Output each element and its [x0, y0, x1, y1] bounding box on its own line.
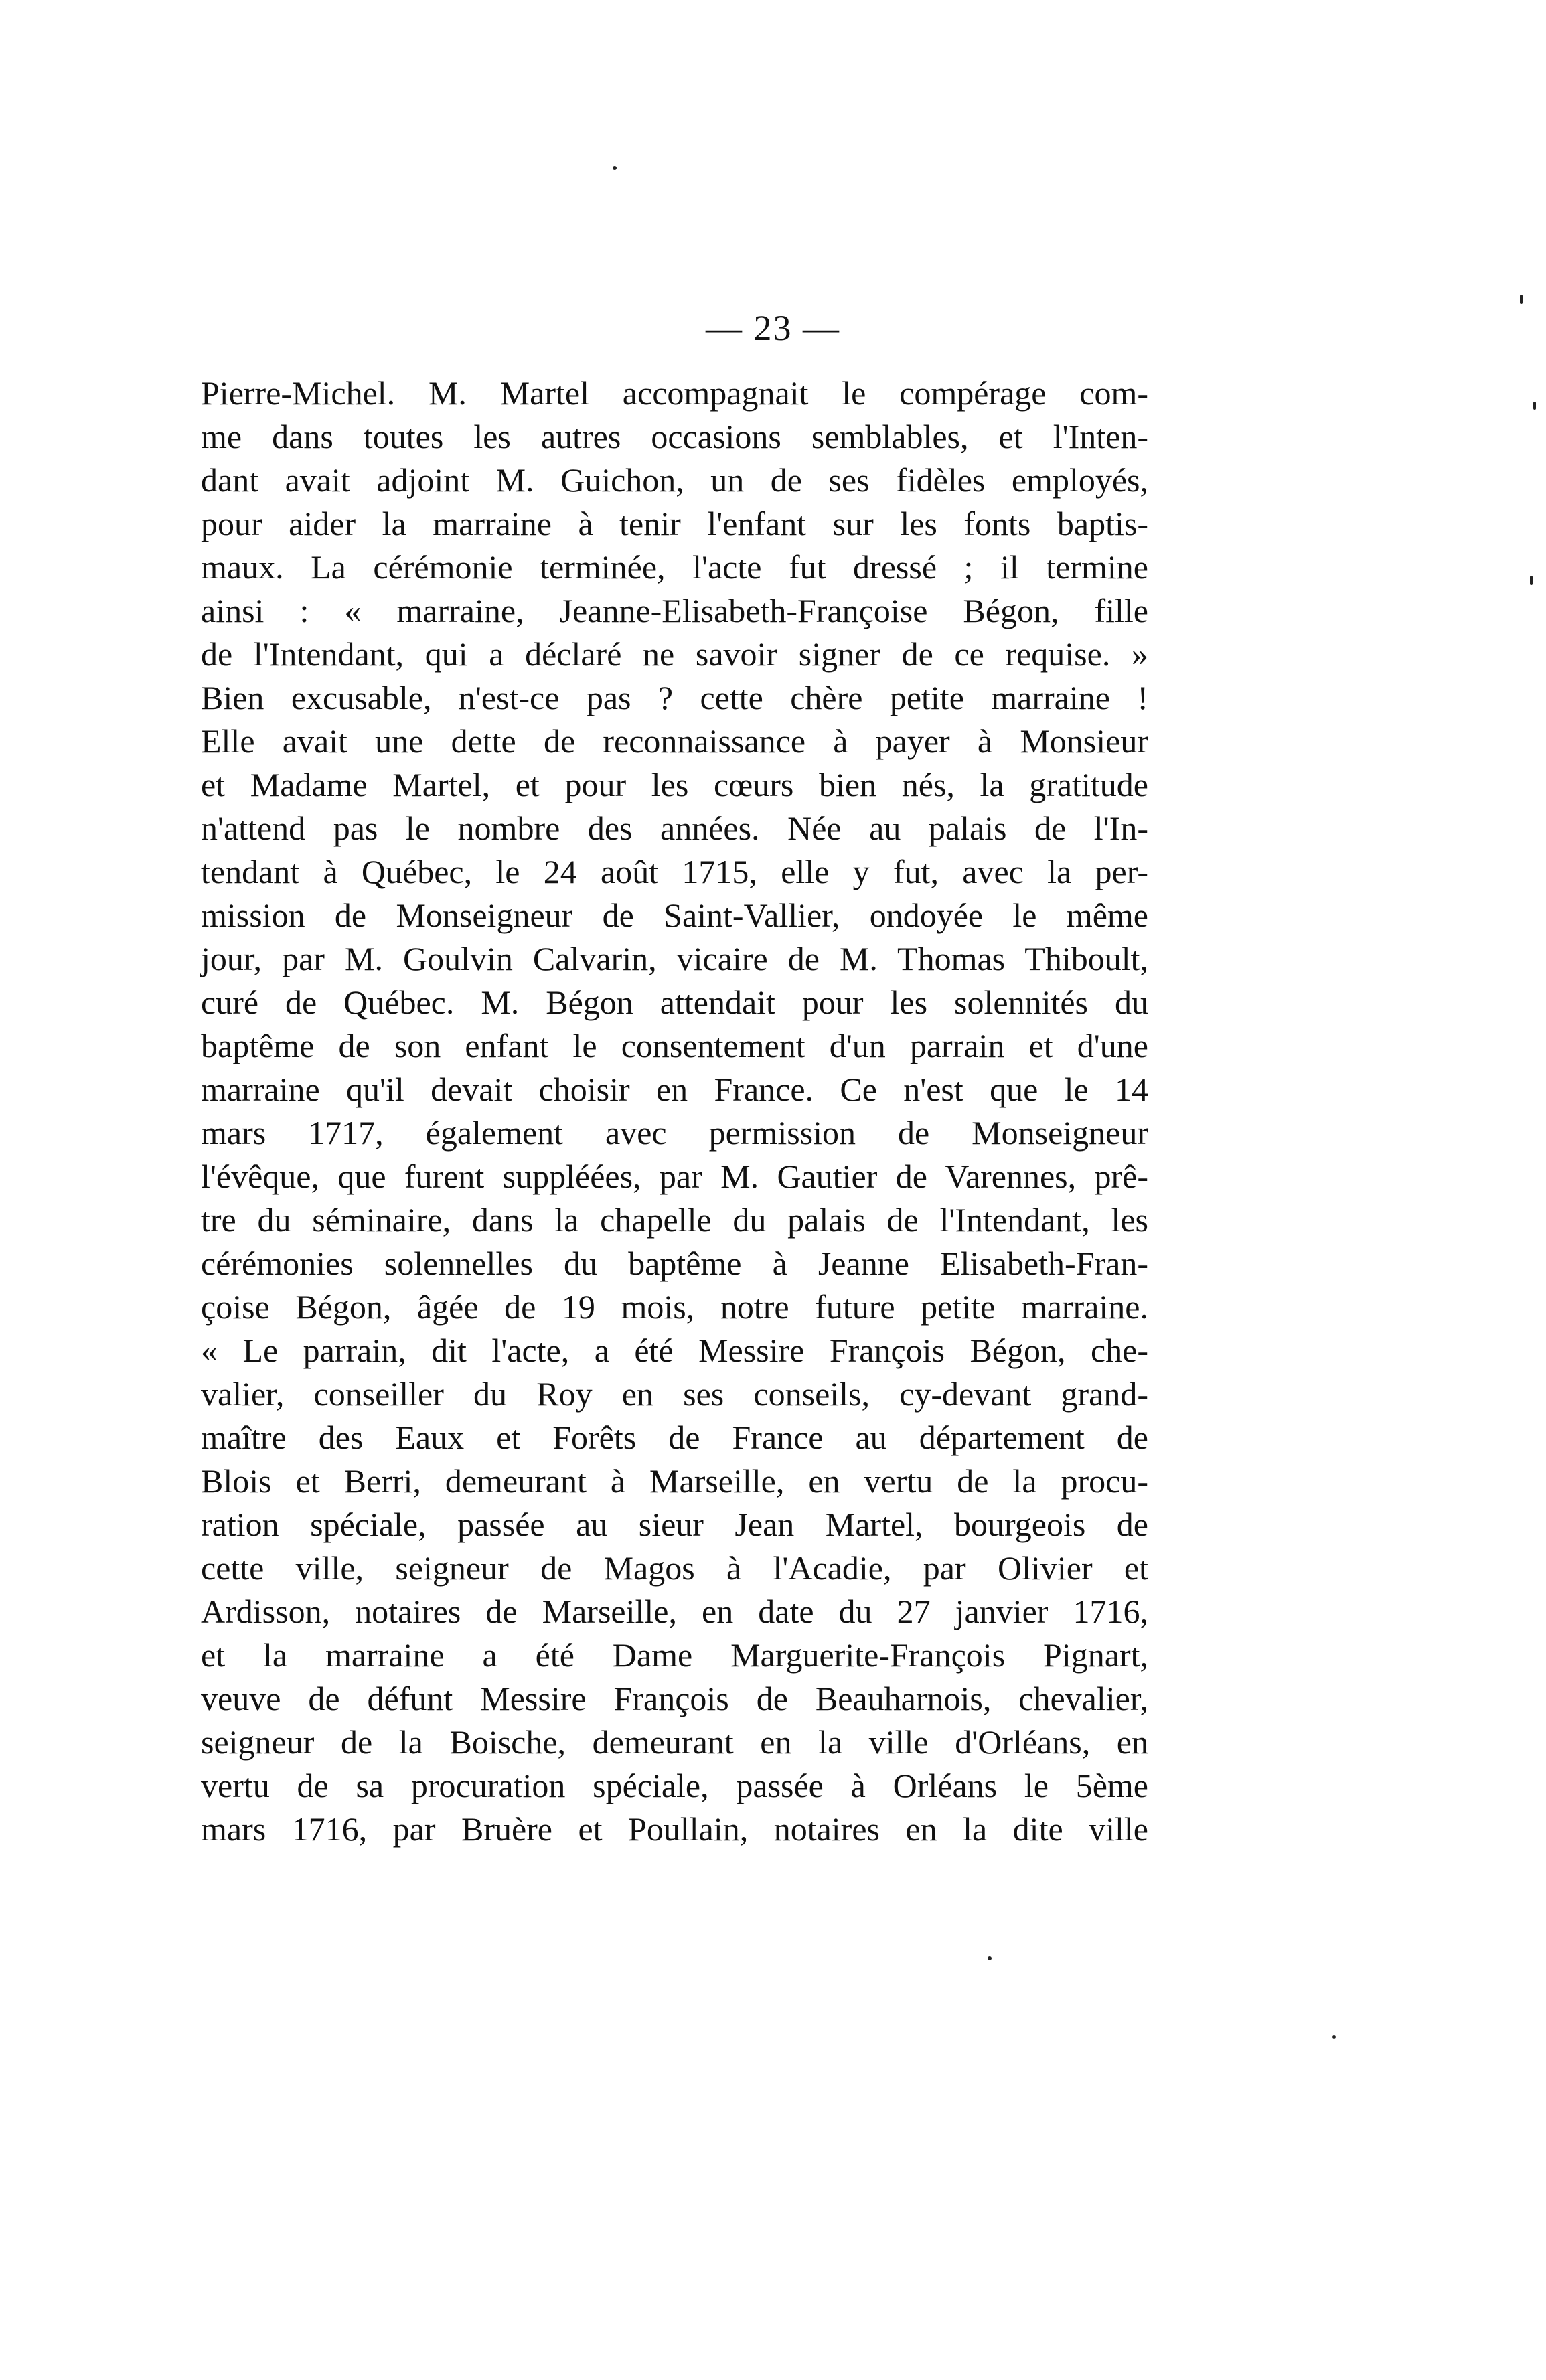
text-line: curé de Québec. M. Bégon attendait pour les solennités du — [201, 983, 1148, 1021]
text-line: jour, par M. Goulvin Calvarin, vicaire de M. Thomas Thiboult, — [201, 940, 1148, 977]
page-number: — 23 — — [706, 308, 840, 348]
scan-speck — [1533, 402, 1536, 410]
text-line: pour aider la marraine à tenir l'enfant sur les fonts baptis- — [201, 505, 1148, 542]
text-line: mars 1717, également avec permission de Monseigneur — [201, 1114, 1148, 1152]
text-line: valier, conseiller du Roy en ses conseils, cy-devant grand- — [201, 1375, 1148, 1413]
scan-speck — [1530, 576, 1533, 585]
text-line: Pierre-Michel. M. Martel accompagnait le compérage com- — [201, 374, 1148, 412]
scan-speck — [613, 166, 617, 170]
text-line: Elle avait une dette de reconnaissance à payer à Monsieur — [201, 722, 1148, 760]
scan-speck — [1332, 2035, 1336, 2039]
text-line: mars 1716, par Bruère et Poullain, notaires en la dite ville — [201, 1810, 1148, 1848]
text-line: maux. La cérémonie terminée, l'acte fut dressé ; il termine — [201, 548, 1148, 586]
text-line: « Le parrain, dit l'acte, a été Messire François Bégon, che- — [201, 1332, 1148, 1369]
text-line: veuve de défunt Messire François de Beauharnois, chevalier, — [201, 1680, 1148, 1717]
text-line: Bien excusable, n'est-ce pas ? cette chère petite marraine ! — [201, 679, 1148, 716]
text-line: çoise Bégon, âgée de 19 mois, notre future petite marraine. — [201, 1288, 1148, 1326]
text-line: et la marraine a été Dame Marguerite-François Pignart, — [201, 1636, 1148, 1674]
body-text — [201, 372, 1148, 1851]
scan-speck — [988, 1956, 992, 1960]
text-line: cérémonies solennelles du baptême à Jeanne Elisabeth-Fran- — [201, 1245, 1148, 1282]
text-line: me dans toutes les autres occasions semblables, et l'Inten- — [201, 418, 1148, 455]
text-line: seigneur de la Boische, demeurant en la ville d'Orléans, en — [201, 1723, 1148, 1761]
text-line: tendant à Québec, le 24 août 1715, elle y fut, avec la per- — [201, 853, 1148, 890]
text-line: maître des Eaux et Forêts de France au département de — [201, 1419, 1148, 1456]
text-line: Blois et Berri, demeurant à Marseille, en vertu de la procu- — [201, 1462, 1148, 1500]
text-line: ration spéciale, passée au sieur Jean Martel, bourgeois de — [201, 1506, 1148, 1543]
text-line: tre du séminaire, dans la chapelle du palais de l'Intendant, les — [201, 1201, 1148, 1239]
text-line: de l'Intendant, qui a déclaré ne savoir signer de ce requise. » — [201, 635, 1148, 673]
text-line: l'évêque, que furent suppléées, par M. Gautier de Varennes, prê- — [201, 1158, 1148, 1195]
text-line: et Madame Martel, et pour les cœurs bien nés, la gratitude — [201, 766, 1148, 803]
text-line: marraine qu'il devait choisir en France. Ce n'est que le 14 — [201, 1070, 1148, 1108]
text-line: ainsi : « marraine, Jeanne-Elisabeth-Françoise Bégon, fille — [201, 592, 1148, 629]
scan-speck — [1520, 295, 1523, 304]
text-line: baptême de son enfant le consentement d'un parrain et d'une — [201, 1027, 1148, 1064]
text-line: cette ville, seigneur de Magos à l'Acadie, par Olivier et — [201, 1549, 1148, 1587]
text-line: vertu de sa procuration spéciale, passée à Orléans le 5ème — [201, 1767, 1148, 1804]
text-line: mission de Monseigneur de Saint-Vallier, ondoyée le même — [201, 896, 1148, 934]
text-line: n'attend pas le nombre des années. Née au palais de l'In- — [201, 809, 1148, 847]
text-line: dant avait adjoint M. Guichon, un de ses fidèles employés, — [201, 461, 1148, 499]
text-line: Ardisson, notaires de Marseille, en date du 27 janvier 1716, — [201, 1593, 1148, 1630]
